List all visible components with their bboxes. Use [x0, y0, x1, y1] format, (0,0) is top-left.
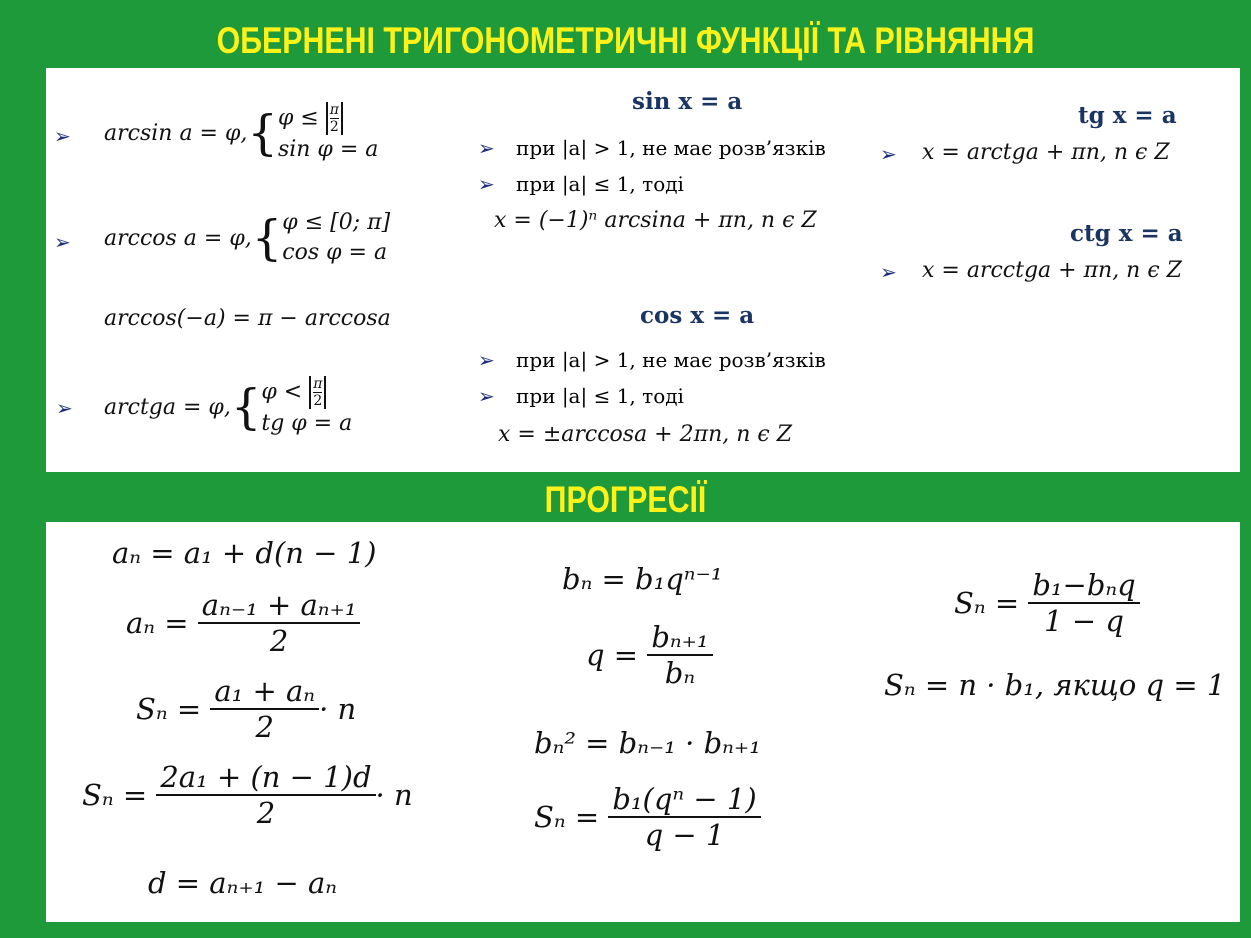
fraction-numerator: b₁(qⁿ − 1) [608, 782, 760, 818]
arrowhead-bullet-icon: ➢ [880, 142, 897, 166]
arctg-cond1: φ < [261, 379, 303, 404]
ctg-equation-heading: ctg x = a [1070, 220, 1183, 247]
arith-sum-1: Sₙ = $\frac{\text{a₁ + aₙ}}{2}$ · n [136, 674, 357, 744]
arccos-cond2: cos φ = a [282, 240, 388, 265]
arcsin-cond1: φ ≤ [277, 105, 319, 130]
arrowhead-bullet-icon: ➢ [478, 172, 495, 196]
arith-nth-term: aₙ = a₁ + d(n − 1) [112, 536, 377, 570]
fraction-denominator: q − 1 [644, 818, 725, 852]
cos-solution-formula: x = ±arccosa + 2πn, n ϵ Z [498, 422, 792, 447]
sin-solution-formula: x = (−1)ⁿ arcsina + πn, n ϵ Z [494, 208, 817, 233]
arccos-definition [104, 202, 390, 274]
arrowhead-bullet-icon: ➢ [54, 124, 71, 148]
fraction-numerator: aₙ₋₁ + aₙ₊₁ [198, 588, 361, 624]
left-brace-icon: { [251, 210, 283, 266]
arrowhead-bullet-icon: ➢ [478, 348, 495, 372]
geom-nth-term: bₙ = b₁qⁿ⁻¹ [562, 562, 723, 596]
arith-middle-term: aₙ = $\frac{\text{aₙ₋₁ + aₙ₊₁}}{2}$ [126, 588, 360, 658]
page-title: ОБЕРНЕНІ ТРИГОНОМЕТРИЧНІ ФУНКЦІЇ ТА РІВНЯННЯ [216, 20, 1035, 61]
trig-panel [46, 68, 1240, 472]
arcsin-definition [104, 90, 378, 176]
cos-case-solution: при |a| ≤ 1, тоді [516, 384, 684, 408]
fraction-denominator: bₙ [664, 656, 696, 690]
geom-sum-alt: Sₙ = $\frac{\text{b₁−bₙq}}{1 - q}$ [954, 568, 1140, 638]
fraction-denominator: 2 [256, 796, 276, 830]
left-brace-icon: { [247, 105, 278, 161]
left-brace-icon: { [230, 379, 262, 435]
progressions-panel [46, 522, 1240, 922]
arccos-negative: arccos(−a) = π − arccosa [104, 306, 391, 331]
arcsin-lhs: arcsin a = φ, [104, 120, 248, 146]
arrowhead-bullet-icon: ➢ [54, 230, 71, 254]
arctg-cond2: tg φ = a [261, 410, 353, 436]
progressions-title: ПРОГРЕСІЇ [544, 479, 707, 520]
arith-sum-2: Sₙ = $\frac{\text{2a₁ + (n − 1)d}}{2}$ · n [82, 760, 413, 830]
arctg-definition [104, 364, 352, 450]
arrowhead-bullet-icon: ➢ [478, 136, 495, 160]
geom-middle-term: bₙ² = bₙ₋₁ · bₙ₊₁ [534, 726, 761, 760]
geom-ratio: q = $\frac{\text{bₙ₊₁}}{\text{bₙ}}$ [586, 620, 713, 690]
arctg-lhs: arctga = φ, [104, 394, 231, 420]
arrowhead-bullet-icon: ➢ [478, 384, 495, 408]
fraction-numerator: b₁−bₙq [1028, 568, 1139, 604]
tg-equation-heading: tg x = a [1078, 102, 1177, 129]
arith-difference: d = aₙ₊₁ − aₙ [148, 866, 338, 900]
cos-case-no-solution: при |a| > 1, не має розв’язків [516, 348, 826, 372]
arccos-lhs: arccos a = φ, [104, 225, 252, 251]
sin-case-solution: при |a| ≤ 1, тоді [516, 172, 684, 196]
cos-equation-heading: cos x = a [640, 302, 755, 329]
sin-case-no-solution: при |a| > 1, не має розв’язків [516, 136, 826, 160]
abs-pi-over-2: $\frac{\pi}{2}$ [326, 102, 343, 135]
ctg-solution-formula: x = arcctga + πn, n ϵ Z [922, 258, 1182, 283]
fraction-denominator: 2 [255, 710, 274, 744]
fraction-denominator: 1 − q [1044, 604, 1124, 638]
sin-equation-heading: sin x = a [632, 88, 743, 115]
fraction-numerator: 2a₁ + (n − 1)d [156, 760, 375, 796]
arrowhead-bullet-icon: ➢ [56, 396, 73, 420]
arcsin-cond2: sin φ = a [277, 136, 379, 162]
fraction-numerator: bₙ₊₁ [647, 620, 712, 656]
fraction-numerator: a₁ + aₙ [210, 674, 319, 710]
arrowhead-bullet-icon: ➢ [880, 260, 897, 284]
tg-solution-formula: x = arctga + πn, n ϵ Z [922, 140, 1170, 165]
geom-sum-q-equals-1: Sₙ = n · b₁, якщо q = 1 [884, 668, 1226, 702]
fraction-denominator: 2 [269, 624, 289, 658]
geom-sum: Sₙ = $\frac{\text{b₁(qⁿ − 1)}}{q - 1}$ [534, 782, 761, 852]
abs-pi-over-2: $\frac{\pi}{2}$ [309, 376, 326, 409]
arccos-cond1: φ ≤ [0; π] [282, 210, 391, 235]
